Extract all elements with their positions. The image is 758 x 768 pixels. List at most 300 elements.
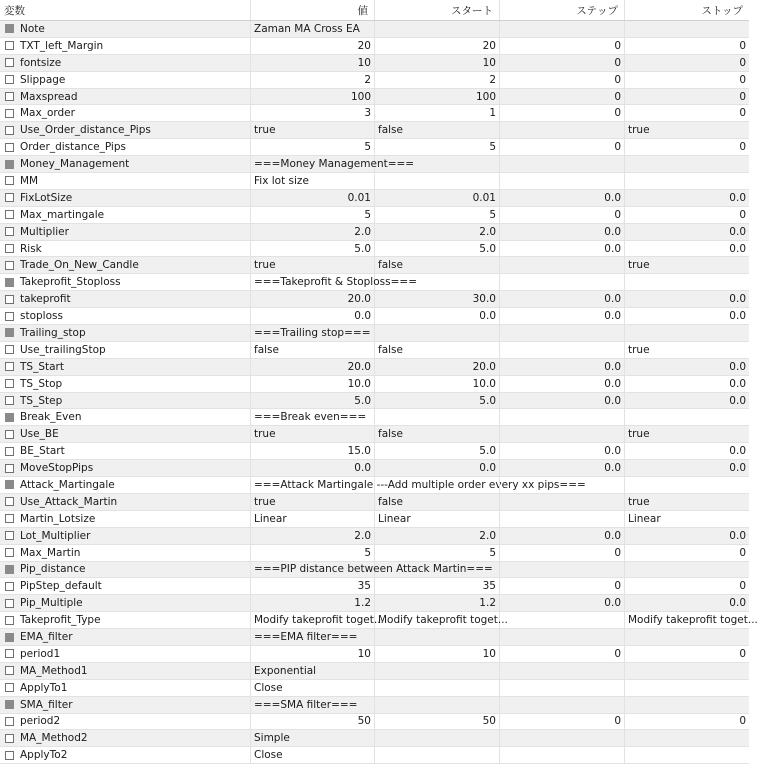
- step-cell[interactable]: 0.0: [500, 224, 625, 240]
- stop-cell[interactable]: true: [628, 124, 650, 137]
- stop-cell[interactable]: 0.0: [729, 597, 746, 610]
- step-cell[interactable]: [500, 122, 625, 138]
- step-cell[interactable]: 0.0: [500, 241, 625, 257]
- step-cell[interactable]: 0.0: [500, 190, 625, 206]
- step-cell[interactable]: [500, 730, 625, 746]
- value-cell[interactable]: ===Takeprofit & Stoploss===: [251, 274, 375, 290]
- step-cell[interactable]: 0: [500, 714, 625, 730]
- start-cell[interactable]: 2: [375, 72, 500, 88]
- step-cell[interactable]: 0: [500, 139, 625, 155]
- variable-name: Takeprofit_Type: [20, 614, 101, 627]
- start-cell[interactable]: Linear: [375, 511, 500, 527]
- variable-cell: [0, 578, 251, 594]
- table-row: [0, 291, 749, 308]
- variable-name: Martin_Lotsize: [20, 512, 96, 525]
- variable-name: Takeprofit_Stoploss: [20, 276, 121, 289]
- step-cell[interactable]: 0: [500, 207, 625, 223]
- stop-cell[interactable]: true: [628, 495, 650, 508]
- table-row: [0, 139, 749, 156]
- optimize-checkbox[interactable]: [5, 75, 14, 84]
- step-cell[interactable]: 0.0: [500, 291, 625, 307]
- optimize-checkbox[interactable]: [5, 666, 14, 675]
- variable-cell: [0, 663, 251, 679]
- table-row: [0, 190, 749, 207]
- optimize-checkbox[interactable]: [5, 143, 14, 152]
- variable-name: TXT_left_Margin: [20, 39, 104, 52]
- variable-cell: [0, 21, 251, 37]
- start-cell[interactable]: 100: [375, 89, 500, 105]
- step-cell[interactable]: [500, 21, 625, 37]
- table-row: [0, 443, 749, 460]
- variable-name: Pip_distance: [20, 563, 86, 576]
- optimize-checkbox[interactable]: [5, 345, 14, 354]
- value-cell[interactable]: 5: [251, 139, 375, 155]
- start-cell[interactable]: 5: [375, 139, 500, 155]
- column-header-step[interactable]: ステップ: [500, 0, 625, 20]
- value-cell[interactable]: 20.0: [251, 291, 375, 307]
- stop-cell[interactable]: [625, 274, 749, 290]
- optimize-checkbox[interactable]: [5, 278, 14, 287]
- value-cell[interactable]: 5.0: [251, 393, 375, 409]
- variable-name: Lot_Multiplier: [20, 529, 91, 542]
- step-cell[interactable]: 0: [500, 38, 625, 54]
- stop-cell[interactable]: [625, 747, 749, 763]
- table-row: [0, 342, 749, 359]
- optimize-checkbox[interactable]: [5, 109, 14, 118]
- table-row: [0, 207, 749, 224]
- start-cell[interactable]: 2.0: [375, 224, 500, 240]
- variable-cell: [0, 308, 251, 324]
- value-cell[interactable]: 5: [251, 207, 375, 223]
- stop-cell[interactable]: true: [628, 343, 650, 356]
- variable-cell: [0, 241, 251, 257]
- step-cell[interactable]: 0: [500, 105, 625, 121]
- optimize-checkbox[interactable]: [5, 751, 14, 760]
- start-cell[interactable]: [375, 629, 500, 645]
- stop-cell[interactable]: [625, 21, 749, 37]
- stop-cell[interactable]: 0.0: [729, 310, 746, 323]
- variable-cell: [0, 562, 251, 578]
- value-cell[interactable]: 10.0: [251, 376, 375, 392]
- value-cell[interactable]: ===Trailing stop===: [251, 325, 375, 341]
- value-cell[interactable]: Zaman MA Cross EA: [251, 21, 375, 37]
- stop-cell[interactable]: Modify takeprofit toget...: [628, 614, 758, 627]
- step-cell[interactable]: 0: [500, 646, 625, 662]
- optimize-checkbox[interactable]: [5, 261, 14, 270]
- value-cell[interactable]: 5: [251, 545, 375, 561]
- variable-cell: [0, 105, 251, 121]
- stop-cell[interactable]: [625, 680, 749, 696]
- stop-cell[interactable]: 0: [739, 141, 746, 154]
- optimize-checkbox[interactable]: [5, 328, 14, 337]
- variable-cell: [0, 72, 251, 88]
- optimize-checkbox[interactable]: [5, 480, 14, 489]
- stop-cell[interactable]: 0: [739, 580, 746, 593]
- stop-cell[interactable]: 0.0: [729, 293, 746, 306]
- value-cell[interactable]: Close: [251, 680, 375, 696]
- step-cell[interactable]: [500, 663, 625, 679]
- variable-name: TS_Step: [20, 394, 63, 407]
- step-cell[interactable]: [500, 511, 625, 527]
- stop-cell[interactable]: 0.0: [729, 445, 746, 458]
- value-cell[interactable]: 3: [251, 105, 375, 121]
- optimize-checkbox[interactable]: [5, 41, 14, 50]
- optimize-checkbox[interactable]: [5, 227, 14, 236]
- stop-cell[interactable]: [625, 629, 749, 645]
- step-cell[interactable]: [500, 680, 625, 696]
- variable-name: Order_distance_Pips: [20, 141, 126, 154]
- stop-cell[interactable]: 0.0: [729, 242, 746, 255]
- start-cell[interactable]: false: [375, 257, 500, 273]
- variable-name: Use_trailingStop: [20, 343, 106, 356]
- table-row: [0, 714, 749, 731]
- start-cell[interactable]: [375, 325, 500, 341]
- optimize-checkbox[interactable]: [5, 295, 14, 304]
- value-cell[interactable]: 2.0: [251, 224, 375, 240]
- optimize-checkbox[interactable]: [5, 531, 14, 540]
- value-cell[interactable]: 2: [251, 72, 375, 88]
- variable-cell: [0, 494, 251, 510]
- variable-name: ApplyTo1: [20, 681, 68, 694]
- table-row: [0, 477, 749, 494]
- variable-cell: [0, 156, 251, 172]
- stop-cell[interactable]: [625, 325, 749, 341]
- start-cell[interactable]: 30.0: [375, 291, 500, 307]
- optimize-checkbox[interactable]: [5, 683, 14, 692]
- optimize-checkbox[interactable]: [5, 362, 14, 371]
- stop-cell[interactable]: true: [628, 259, 650, 272]
- optimize-checkbox[interactable]: [5, 244, 14, 253]
- variable-name: Risk: [20, 242, 42, 255]
- value-cell[interactable]: ===Break even===: [251, 409, 375, 425]
- value-cell[interactable]: Linear: [251, 511, 375, 527]
- stop-cell[interactable]: [625, 409, 749, 425]
- value-cell[interactable]: 10: [251, 55, 375, 71]
- start-cell[interactable]: 0.0: [375, 308, 500, 324]
- variable-cell: [0, 612, 251, 628]
- start-cell[interactable]: false: [375, 342, 500, 358]
- variable-name: stoploss: [20, 310, 63, 323]
- start-cell[interactable]: [375, 663, 500, 679]
- value-cell[interactable]: Exponential: [251, 663, 375, 679]
- stop-cell[interactable]: 0: [739, 39, 746, 52]
- step-cell[interactable]: 0: [500, 578, 625, 594]
- value-cell[interactable]: 2.0: [251, 528, 375, 544]
- optimize-checkbox[interactable]: [5, 464, 14, 473]
- stop-cell[interactable]: 0.0: [729, 225, 746, 238]
- stop-cell[interactable]: [625, 697, 749, 713]
- step-cell[interactable]: 0.0: [500, 376, 625, 392]
- variable-cell: [0, 460, 251, 476]
- variable-name: Maxspread: [20, 90, 78, 103]
- step-cell[interactable]: 0.0: [500, 595, 625, 611]
- variable-name: Trade_On_New_Candle: [20, 259, 139, 272]
- start-cell[interactable]: [375, 562, 500, 578]
- optimize-checkbox[interactable]: [5, 24, 14, 33]
- start-cell[interactable]: [375, 274, 500, 290]
- stop-cell[interactable]: 0: [739, 546, 746, 559]
- stop-cell[interactable]: [625, 663, 749, 679]
- optimize-checkbox[interactable]: [5, 58, 14, 67]
- optimize-checkbox[interactable]: [5, 514, 14, 523]
- value-cell[interactable]: 50: [251, 714, 375, 730]
- column-header-variable[interactable]: 変数: [0, 0, 251, 20]
- table-row: [0, 359, 749, 376]
- value-cell[interactable]: 20: [251, 38, 375, 54]
- optimize-checkbox[interactable]: [5, 633, 14, 642]
- stop-cell[interactable]: [625, 562, 749, 578]
- stop-cell[interactable]: 0: [739, 647, 746, 660]
- start-cell[interactable]: 5.0: [375, 393, 500, 409]
- start-cell[interactable]: 1: [375, 105, 500, 121]
- step-cell[interactable]: 0.0: [500, 460, 625, 476]
- variable-name: SMA_filter: [20, 698, 73, 711]
- value-cell[interactable]: 15.0: [251, 443, 375, 459]
- optimize-checkbox[interactable]: [5, 548, 14, 557]
- optimize-checkbox[interactable]: [5, 497, 14, 506]
- table-row: [0, 156, 749, 173]
- start-cell[interactable]: 1.2: [375, 595, 500, 611]
- stop-cell[interactable]: [625, 156, 749, 172]
- start-cell[interactable]: 5: [375, 207, 500, 223]
- start-cell[interactable]: [375, 409, 500, 425]
- step-cell[interactable]: [500, 257, 625, 273]
- variable-cell: [0, 38, 251, 54]
- step-cell[interactable]: [500, 612, 625, 628]
- variable-name: ApplyTo2: [20, 749, 68, 762]
- start-cell[interactable]: 50: [375, 714, 500, 730]
- stop-cell[interactable]: 0: [739, 73, 746, 86]
- step-cell[interactable]: [500, 426, 625, 442]
- variable-cell: [0, 409, 251, 425]
- start-cell[interactable]: [375, 697, 500, 713]
- table-row: [0, 325, 749, 342]
- stop-cell[interactable]: 0.0: [729, 394, 746, 407]
- start-cell[interactable]: [375, 477, 500, 493]
- variable-cell: [0, 122, 251, 138]
- stop-cell[interactable]: [625, 730, 749, 746]
- value-cell[interactable]: 100: [251, 89, 375, 105]
- value-cell[interactable]: 0.01: [251, 190, 375, 206]
- table-row: [0, 562, 749, 579]
- parameter-rows: [0, 21, 758, 764]
- optimize-checkbox[interactable]: [5, 92, 14, 101]
- start-cell[interactable]: 35: [375, 578, 500, 594]
- variable-name: Money_Management: [20, 158, 130, 171]
- step-cell[interactable]: 0.0: [500, 359, 625, 375]
- value-cell[interactable]: 10: [251, 646, 375, 662]
- start-cell[interactable]: 0.01: [375, 190, 500, 206]
- column-header-value[interactable]: 値: [251, 0, 375, 20]
- stop-cell[interactable]: 0.0: [729, 377, 746, 390]
- variable-cell: [0, 359, 251, 375]
- start-cell[interactable]: 20: [375, 38, 500, 54]
- table-row: [0, 528, 749, 545]
- stop-cell[interactable]: 0.0: [729, 462, 746, 475]
- stop-cell[interactable]: 0.0: [729, 191, 746, 204]
- step-cell[interactable]: [500, 629, 625, 645]
- optimize-checkbox[interactable]: [5, 717, 14, 726]
- optimize-checkbox[interactable]: [5, 210, 14, 219]
- optimize-checkbox[interactable]: [5, 193, 14, 202]
- optimize-checkbox[interactable]: [5, 413, 14, 422]
- value-cell[interactable]: ===Money Management===: [251, 156, 375, 172]
- step-cell[interactable]: [500, 156, 625, 172]
- start-cell[interactable]: 5.0: [375, 443, 500, 459]
- stop-cell[interactable]: 0: [739, 715, 746, 728]
- start-cell[interactable]: false: [375, 122, 500, 138]
- variable-name: Use_Attack_Martin: [20, 495, 118, 508]
- variable-cell: [0, 747, 251, 763]
- start-cell[interactable]: 20.0: [375, 359, 500, 375]
- start-cell[interactable]: 2.0: [375, 528, 500, 544]
- value-cell[interactable]: Modify takeprofit toget...: [251, 612, 375, 628]
- stop-cell[interactable]: 0.0: [729, 529, 746, 542]
- optimize-checkbox[interactable]: [5, 582, 14, 591]
- variable-cell: [0, 595, 251, 611]
- step-cell[interactable]: 0: [500, 89, 625, 105]
- table-row: [0, 629, 749, 646]
- step-cell[interactable]: [500, 697, 625, 713]
- table-row: [0, 747, 749, 764]
- variable-name: Slippage: [20, 73, 66, 86]
- value-cell[interactable]: ===EMA filter===: [251, 629, 375, 645]
- optimize-checkbox[interactable]: [5, 700, 14, 709]
- step-cell[interactable]: 0: [500, 72, 625, 88]
- step-cell[interactable]: 0.0: [500, 528, 625, 544]
- variable-cell: [0, 629, 251, 645]
- table-row: [0, 409, 749, 426]
- column-header-stop[interactable]: ストップ: [701, 4, 743, 17]
- start-cell[interactable]: [375, 680, 500, 696]
- stop-cell[interactable]: true: [628, 428, 650, 441]
- variable-cell: [0, 274, 251, 290]
- value-cell[interactable]: 0.0: [251, 460, 375, 476]
- stop-cell[interactable]: [625, 477, 749, 493]
- table-row: [0, 494, 749, 511]
- optimize-checkbox[interactable]: [5, 599, 14, 608]
- step-cell[interactable]: [500, 409, 625, 425]
- table-row: [0, 274, 749, 291]
- value-cell[interactable]: Close: [251, 747, 375, 763]
- value-cell[interactable]: true: [251, 257, 375, 273]
- variable-name: period2: [20, 715, 61, 728]
- stop-cell[interactable]: 0: [739, 90, 746, 103]
- variable-cell: [0, 207, 251, 223]
- stop-cell[interactable]: 0: [739, 208, 746, 221]
- start-cell[interactable]: 10.0: [375, 376, 500, 392]
- value-cell[interactable]: 0.0: [251, 308, 375, 324]
- start-cell[interactable]: 10: [375, 55, 500, 71]
- start-cell[interactable]: [375, 156, 500, 172]
- variable-name: FixLotSize: [20, 191, 73, 204]
- start-cell[interactable]: false: [375, 426, 500, 442]
- step-cell[interactable]: 0.0: [500, 443, 625, 459]
- start-cell[interactable]: 0.0: [375, 460, 500, 476]
- value-cell[interactable]: true: [251, 494, 375, 510]
- start-cell[interactable]: [375, 747, 500, 763]
- stop-cell[interactable]: 0: [739, 56, 746, 69]
- optimize-checkbox[interactable]: [5, 160, 14, 169]
- optimize-checkbox[interactable]: [5, 649, 14, 658]
- stop-cell[interactable]: 0: [739, 107, 746, 120]
- variable-cell: [0, 173, 251, 189]
- start-cell[interactable]: [375, 730, 500, 746]
- step-cell[interactable]: 0.0: [500, 308, 625, 324]
- value-cell[interactable]: ===SMA filter===: [251, 697, 375, 713]
- header-row: [0, 0, 749, 21]
- optimize-checkbox[interactable]: [5, 126, 14, 135]
- variable-cell: [0, 511, 251, 527]
- start-cell[interactable]: false: [375, 494, 500, 510]
- variable-cell: [0, 190, 251, 206]
- optimize-checkbox[interactable]: [5, 734, 14, 743]
- start-cell[interactable]: [375, 173, 500, 189]
- optimize-checkbox[interactable]: [5, 176, 14, 185]
- value-cell[interactable]: 5.0: [251, 241, 375, 257]
- variable-cell: [0, 139, 251, 155]
- value-cell[interactable]: Fix lot size: [251, 173, 375, 189]
- optimize-checkbox[interactable]: [5, 396, 14, 405]
- value-cell[interactable]: 1.2: [251, 595, 375, 611]
- step-cell[interactable]: [500, 274, 625, 290]
- step-cell[interactable]: 0.0: [500, 393, 625, 409]
- optimize-checkbox[interactable]: [5, 379, 14, 388]
- value-cell[interactable]: true: [251, 426, 375, 442]
- column-header-start[interactable]: スタート: [375, 0, 500, 20]
- optimize-checkbox[interactable]: [5, 430, 14, 439]
- start-cell[interactable]: 10: [375, 646, 500, 662]
- step-cell[interactable]: 0: [500, 545, 625, 561]
- table-row: [0, 173, 749, 190]
- value-cell[interactable]: Simple: [251, 730, 375, 746]
- step-cell[interactable]: [500, 562, 625, 578]
- variable-name: Trailing_stop: [20, 326, 86, 339]
- variable-name: TS_Stop: [20, 377, 63, 390]
- step-cell[interactable]: [500, 325, 625, 341]
- variable-name: period1: [20, 647, 61, 660]
- value-cell[interactable]: ===PIP distance between Attack Martin===: [251, 562, 375, 578]
- value-cell[interactable]: 20.0: [251, 359, 375, 375]
- step-cell[interactable]: [500, 342, 625, 358]
- start-cell[interactable]: Modify takeprofit toget...: [375, 612, 500, 628]
- variable-name: fontsize: [20, 56, 62, 69]
- optimize-checkbox[interactable]: [5, 312, 14, 321]
- step-cell[interactable]: [500, 477, 625, 493]
- stop-cell[interactable]: [625, 173, 749, 189]
- table-row: [0, 122, 749, 139]
- start-cell[interactable]: 5: [375, 545, 500, 561]
- variable-name: Use_Order_distance_Pips: [20, 124, 151, 137]
- optimize-checkbox[interactable]: [5, 565, 14, 574]
- value-cell[interactable]: 35: [251, 578, 375, 594]
- start-cell[interactable]: 5.0: [375, 241, 500, 257]
- optimize-checkbox[interactable]: [5, 447, 14, 456]
- stop-cell[interactable]: Linear: [628, 512, 661, 525]
- table-row: [0, 55, 749, 72]
- step-cell[interactable]: [500, 747, 625, 763]
- step-cell[interactable]: 0: [500, 55, 625, 71]
- start-cell[interactable]: [375, 21, 500, 37]
- value-cell[interactable]: false: [251, 342, 375, 358]
- optimize-checkbox[interactable]: [5, 616, 14, 625]
- value-cell[interactable]: true: [251, 122, 375, 138]
- step-cell[interactable]: [500, 173, 625, 189]
- value-cell[interactable]: ===Attack Martingale ---Add multiple order every xx pips===: [251, 477, 375, 493]
- stop-cell[interactable]: 0.0: [729, 360, 746, 373]
- step-cell[interactable]: [500, 494, 625, 510]
- variable-name: MoveStopPips: [20, 462, 94, 475]
